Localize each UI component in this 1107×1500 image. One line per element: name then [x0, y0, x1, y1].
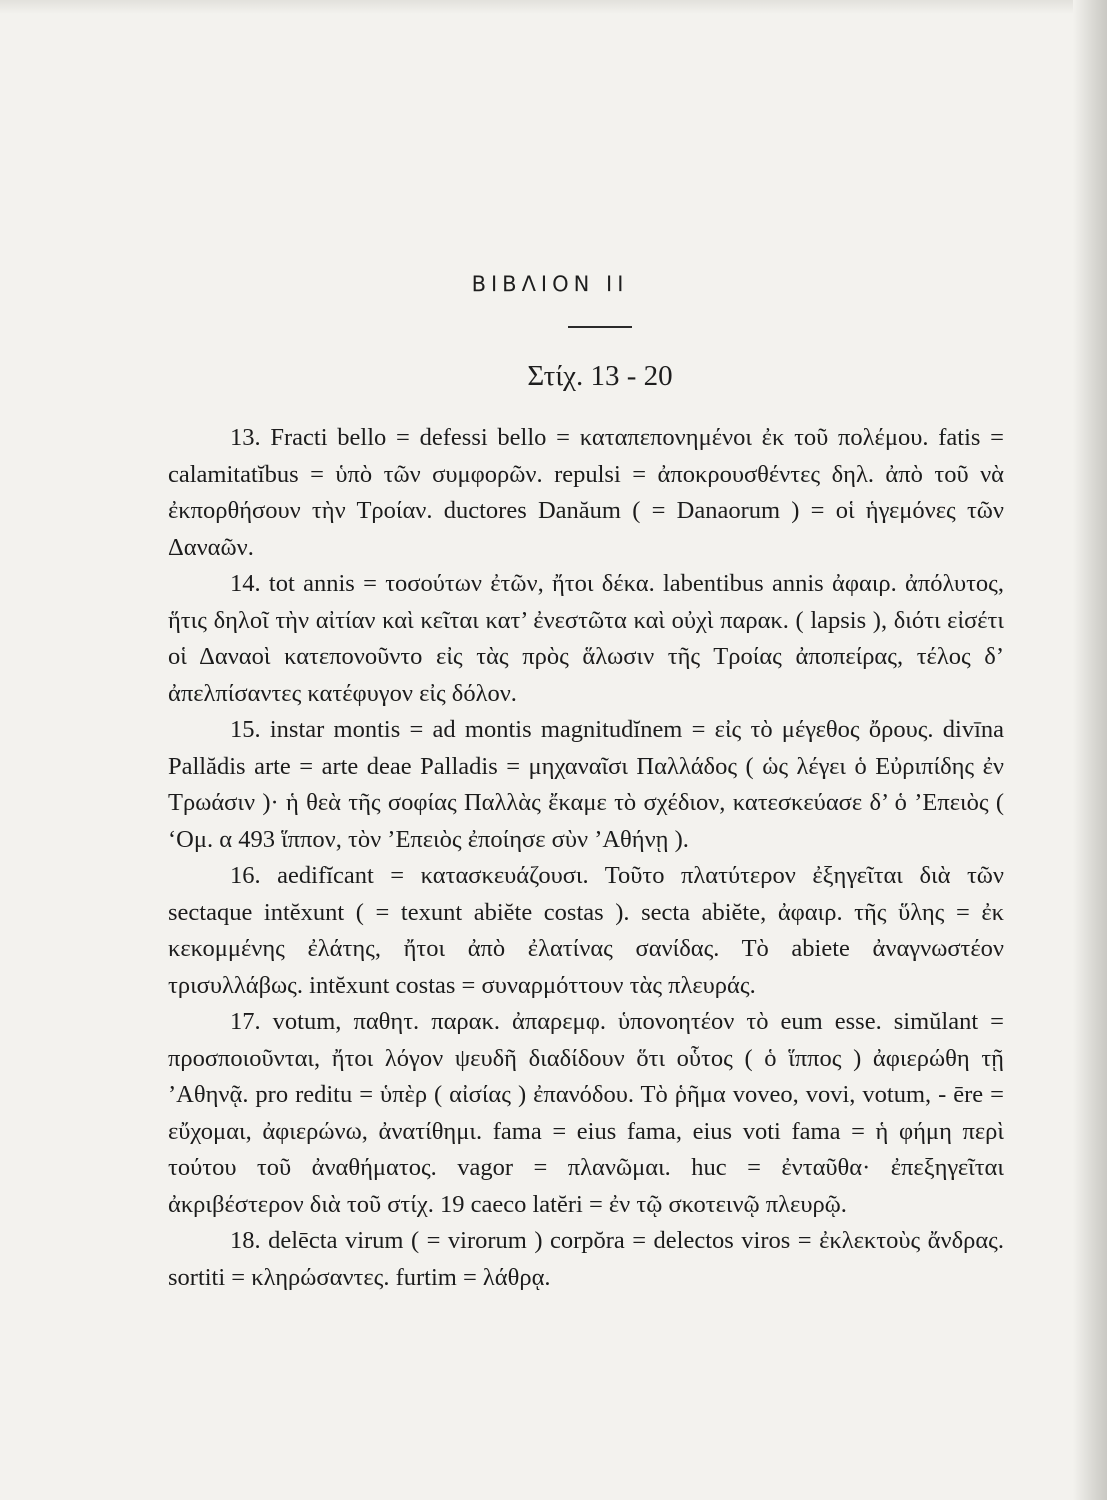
paragraph-text: aedifĭcant = κατασκευάζουσι. Τοῦτο πλατύτερον ἐξηγεῖται διὰ τῶν sectaque intĕxunt ( = texunt abiĕte costas ). secta abiĕte, ἀφαιρ. τῆς ὕλης = ἐκ κεκομμένης ἐλάτης, ἤτοι ἀπὸ ἐλατίνας σανίδας. Τὸ abiete ἀναγνωστέον τρισυλλάβως. intĕxunt costas = συναρμόττουν τὰς πλευράς.: [168, 862, 1004, 999]
verse-number: 17.: [230, 1008, 261, 1035]
commentary-body: [168, 420, 1004, 1296]
commentary-paragraph-14: [168, 566, 1004, 712]
commentary-paragraph-15: [168, 712, 1004, 858]
page-top-shadow: [0, 0, 1107, 14]
commentary-paragraph-16: [168, 858, 1004, 1004]
verse-number: 16.: [230, 862, 261, 889]
verse-number: 18.: [230, 1227, 261, 1254]
paragraph-text: tot annis = τοσούτων ἐτῶν, ἤτοι δέκα. labentibus annis ἀφαιρ. ἀπόλυτος, ἥτις δηλοῖ τὴν αἰτίαν καὶ κεῖται κατ’ ἐνεστῶτα καὶ οὐχὶ παρακ. ( lapsis ), διότι εἰσέτι οἱ Δαναοὶ κατεπονοῦντο εἰς τὰς πρὸς ἅλωσιν τῆς Τροίας ἀποπείρας, τέλος δ’ ἀπελπίσαντες κατέφυγον εἰς δόλον.: [168, 570, 1004, 707]
paragraph-text: votum, παθητ. παρακ. ἀπαρεμφ. ὑπονοητέον τὸ eum esse. simŭlant = προσποιοῦνται, ἤτοι λόγον ψευδῆ διαδίδουν ὅτι οὗτος ( ὁ ἵππος ) ἀφιερώθη τῇ ’Αθηνᾷ. pro reditu = ὑπὲρ ( αἰσίας ) ἐπανόδου. Τὸ ῥῆμα voveo, vovi, votum, - ēre = εὔχομαι, ἀφιερώνω, ἀνατίθημι. fama = eius fama, eius voti fama = ἡ φήμη περὶ τούτου τοῦ ἀναθήματος. vagor = πλανῶμαι. huc = ἐνταῦθα· ἐπεξηγεῖται ἀκριβέστερον διὰ τοῦ στίχ. 19 caeco latĕri = ἐν τῷ σκοτεινῷ πλευρῷ.: [168, 1008, 1004, 1218]
commentary-paragraph-18: [168, 1223, 1004, 1296]
paragraph-text: delēcta virum ( = virorum ) corpŏra = delectos viros = ἐκλεκτοὺς ἄνδρας. sortiti = κληρώσαντες. furtim = λάθρᾳ.: [168, 1227, 1004, 1291]
book-title: ΒΙΒΛΙΟΝ ΙΙ: [471, 272, 629, 296]
verse-number: 14.: [230, 570, 261, 597]
paragraph-text: Fracti bello = defessi bello = καταπεπονημένοι ἐκ τοῦ πολέμου. fatis = calamitatĭbus = ὑπὸ τῶν συμφορῶν. repulsi = ἀποκρουσθέντες δηλ. ἀπὸ τοῦ νὰ ἐκπορθήσουν τὴν Τροίαν. ductores Danăum ( = Danaorum ) = οἱ ἡγεμόνες τῶν Δαναῶν.: [168, 424, 1005, 561]
verse-number: 15.: [230, 716, 261, 743]
title-divider: [568, 326, 632, 328]
verse-range: Στίχ. 13 - 20: [527, 360, 673, 392]
verse-number: 13.: [230, 424, 261, 451]
page-binding-edge: [1073, 0, 1107, 1500]
commentary-paragraph-13: [168, 420, 1004, 566]
commentary-paragraph-17: [168, 1004, 1004, 1223]
paragraph-text: instar montis = ad montis magnitudĭnem = εἰς τὸ μέγεθος ὄρους. divīna Pallădis arte = arte deae Palladis = μηχαναῖσι Παλλάδος ( ὡς λέγει ὁ Εὐριπίδης ἐν Τρωάσιν )· ἡ θεὰ τῆς σοφίας Παλλὰς ἔκαμε τὸ σχέδιον, κατεσκεύασε δ’ ὁ ’Επειὸς ( ‘Ομ. α 493 ἵππον, τὸν ’Επειὸς ἐποίησε σὺν ’Αθήνῃ ).: [168, 716, 1005, 853]
